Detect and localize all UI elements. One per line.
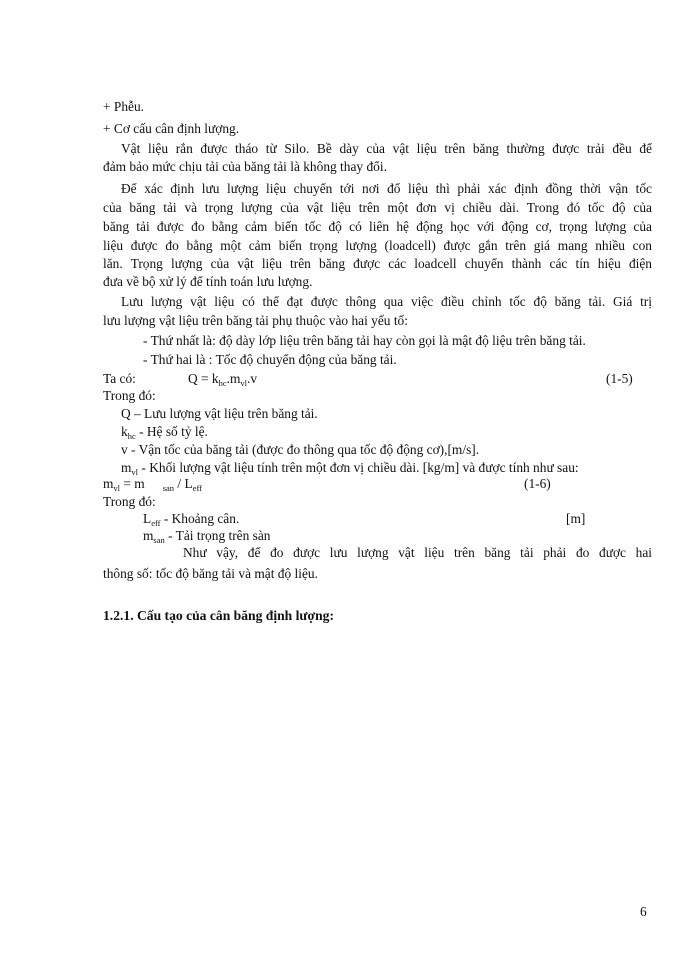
paragraph-line: Lưu lượng vật liệu có thể đạt được thông qua việc điều chỉnh tốc độ băng tải. Giá trị [121, 294, 652, 309]
paragraph-line: Vật liệu rắn được tháo từ Silo. Bề dày của vật liệu trên băng thường được trải đều để [121, 141, 652, 156]
trong-do-label: Trong đó: [103, 388, 156, 403]
ta-co-label: Ta có: [103, 371, 136, 386]
equation-number: (1-6) [524, 476, 551, 491]
page-number: 6 [640, 904, 647, 919]
bullet-item: + Phễu. [103, 99, 145, 114]
section-heading: 1.2.1. Cấu tạo của cân băng định lượng: [103, 608, 334, 623]
equation-1-5: $Q = k_{hc}.m_{vl}.v$ [188, 371, 258, 388]
trong-do-label: Trong đó: [103, 494, 156, 509]
paragraph-line: liệu được đo bằng một cảm biến trọng lượng (loadcell) được gắn trên giá mang nhiều con [103, 238, 652, 253]
definition-k: $k_{hc}$ - Hệ số tỷ lệ. [121, 424, 208, 441]
definition-m: $m_{vl}$ - Khối lượng vật liệu tính trên một đơn vị chiều dài. [kg/m] và được tính như sau: [121, 460, 579, 477]
definition-l: $L_{eff}$ - Khoảng cân. [143, 511, 240, 528]
paragraph-line: thông số: tốc độ băng tải và mật độ liệu. [103, 566, 318, 581]
definition-v: v - Vận tốc của băng tải (được đo thông qua tốc độ động cơ),[m/s]. [121, 442, 480, 457]
bullet-item: + Cơ cấu cân định lượng. [103, 121, 240, 136]
paragraph-line: băng tải được đo bằng cảm biến tốc độ có liên hệ động học với động cơ, trọng lượng của [103, 219, 652, 234]
equation-1-6: $m_{vl} = m$ $_{san} / L_{eff}$ [103, 476, 202, 493]
definition-q: Q – Lưu lượng vật liệu trên băng tải. [121, 406, 318, 421]
equation-number: (1-5) [606, 371, 633, 386]
paragraph-line: Như vậy, để đo được lưu lượng vật liệu trên băng tải phải đo được hai [183, 545, 652, 560]
unit-label: [m] [566, 511, 586, 526]
paragraph-line: lưu lượng vật liệu trên băng tải phụ thuộc vào hai yếu tố: [103, 313, 408, 328]
paragraph-line: lăn. Trọng lượng của vật liệu trên băng được các loadcell chuyển thành các tín hiệu điện [103, 256, 652, 271]
factor-item: - Thứ nhất là: độ dày lớp liệu trên băng tải hay còn gọi là mật độ liệu trên băng tải. [143, 333, 586, 348]
paragraph-line: Để xác định lưu lượng liệu chuyển tới nơi đổ liệu thì phải xác định đồng thời vận tốc [121, 181, 652, 196]
definition-m-san: $m_{san}$ - Tải trọng trên sàn [143, 528, 271, 545]
paragraph-line: của băng tải và trọng lượng của vật liệu trên một đơn vị chiều dài. Trong đó tốc độ của [103, 200, 652, 215]
factor-item: - Thứ hai là : Tốc độ chuyển động của băng tải. [143, 352, 397, 367]
paragraph-line: đảm bảo mức chịu tải của băng tải là không thay đổi. [103, 159, 387, 174]
paragraph-line: đưa về bộ xử lý để tính toán lưu lượng. [103, 274, 313, 289]
